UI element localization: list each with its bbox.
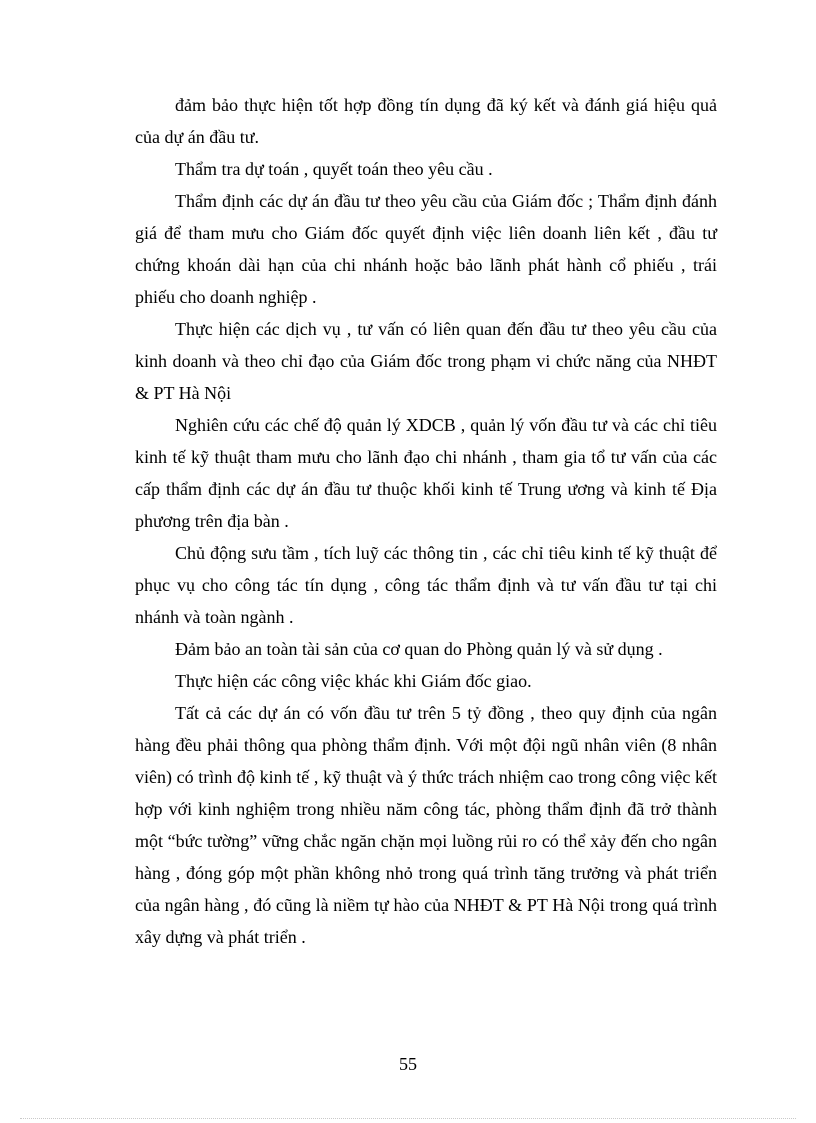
paragraph-other-tasks: Thực hiện các công việc khác khi Giám đốc giao. bbox=[175, 671, 532, 691]
paragraph-audit-estimates: Thẩm tra dự toán , quyết toán theo yêu cầu . bbox=[175, 159, 493, 179]
paragraph-collect-information: Chủ động sưu tầm , tích luỹ các thông tin , các chỉ tiêu kinh tế kỹ thuật để phục vụ cho công tác tín dụng , công tác thẩm định và tư vấn đầu tư tại chi nhánh và toàn ngành . bbox=[135, 543, 717, 627]
paragraph-asset-safety: Đảm bảo an toàn tài sản của cơ quan do Phòng quản lý và sử dụng . bbox=[175, 639, 663, 659]
page-bottom-rule bbox=[20, 1118, 796, 1119]
paragraph-research-regulations: Nghiên cứu các chế độ quản lý XDCB , quản lý vốn đầu tư và các chỉ tiêu kinh tế kỹ thuật tham mưu cho lãnh đạo chi nhánh , tham gia tổ tư vấn của các cấp thẩm định các dự án đầu tư thuộc khối kinh tế Trung ương và kinh tế Địa phương trên địa bàn . bbox=[135, 415, 717, 531]
paragraph-appraise-projects: Thẩm định các dự án đầu tư theo yêu cầu của Giám đốc ; Thẩm định đánh giá để tham mưu cho Giám đốc quyết định việc liên doanh liên kết , đầu tư chứng khoán dài hạn của chi nhánh hoặc bảo lãnh phát hành cổ phiếu , trái phiếu cho doanh nghiệp . bbox=[135, 191, 717, 307]
page-number: 55 bbox=[399, 1054, 417, 1074]
body-text bbox=[135, 89, 717, 953]
paragraph-continuation: đảm bảo thực hiện tốt hợp đồng tín dụng đã ký kết và đánh giá hiệu quả của dự án đầu tư. bbox=[135, 95, 717, 147]
paragraph-consulting-services: Thực hiện các dịch vụ , tư vấn có liên quan đến đầu tư theo yêu cầu của kinh doanh và theo chỉ đạo của Giám đốc trong phạm vi chức năng của NHĐT & PT Hà Nội bbox=[135, 319, 717, 403]
paragraph-summary: Tất cả các dự án có vốn đầu tư trên 5 tỷ đồng , theo quy định của ngân hàng đều phải thông qua phòng thẩm định. Với một đội ngũ nhân viên (8 nhân viên) có trình độ kinh tế , kỹ thuật và ý thức trách nhiệm cao trong công việc kết hợp với kinh nghiệm trong nhiều năm công tác, phòng thẩm định đã trở thành một “bức tường” vững chắc ngăn chặn mọi luồng rủi ro có thể xảy đến cho ngân hàng , đóng góp một phần không nhỏ trong quá trình tăng trưởng và phát triển của ngân hàng , đó cũng là niềm tự hào của NHĐT & PT Hà Nội trong quá trình xây dựng và phát triển . bbox=[135, 703, 717, 947]
